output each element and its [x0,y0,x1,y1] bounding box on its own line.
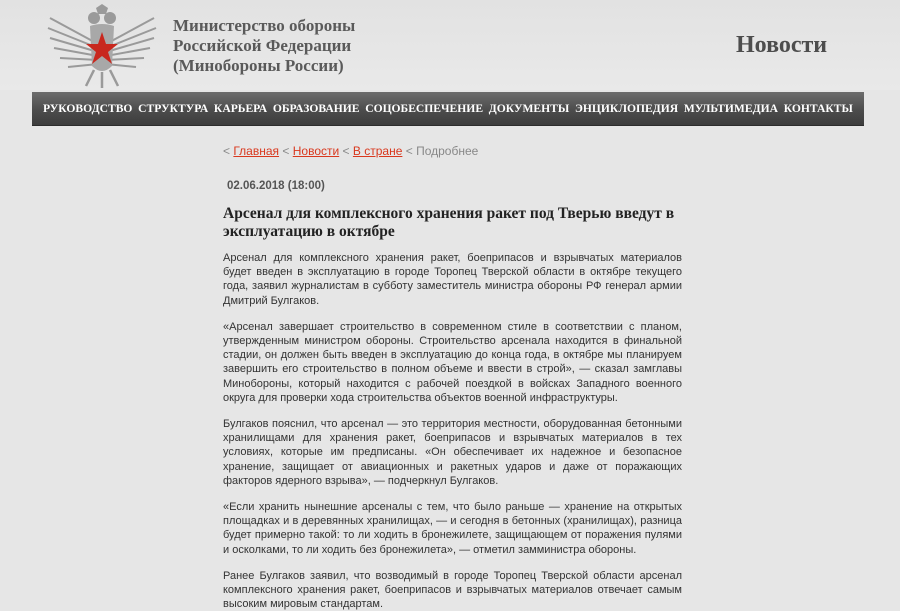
article-title: Арсенал для комплексного хранения ракет под Тверью введут в эксплуатацию в октябре [223,205,675,240]
nav-item-education[interactable]: ОБРАЗОВАНИЕ [272,102,360,115]
article-content [223,144,682,611]
ministry-name-line3: (Минобороны России) [173,56,344,75]
nav-item-contacts[interactable]: КОНТАКТЫ [783,102,853,115]
nav-item-documents[interactable]: ДОКУМЕНТЫ [488,102,570,115]
site-header [0,0,900,90]
nav-item-leadership[interactable]: РУКОВОДСТВО [43,102,133,115]
article-date: 02.06.2018 (18:00) [227,180,325,192]
ministry-name-line2: Российской Федерации [173,36,352,55]
breadcrumb-separator: < [405,144,413,158]
breadcrumb-current: Подробнее [416,144,479,158]
breadcrumb-home-link[interactable]: Главная [233,144,280,158]
breadcrumb-country-link[interactable]: В стране [352,144,403,158]
nav-item-social-security[interactable]: СОЦОБЕСПЕЧЕНИЕ [365,102,484,115]
main-nav [32,92,864,126]
ministry-name[interactable] [173,16,355,76]
nav-item-structure[interactable]: СТРУКТУРА [138,102,209,115]
section-title: Новости [736,32,828,58]
nav-item-encyclopedia[interactable]: ЭНЦИКЛОПЕДИЯ [575,102,679,115]
article-paragraph: Ранее Булгаков заявил, что возводимый в городе Торопец Тверской области арсенал комплексного хранения ракет, боеприпасов и взрывчатых материалов отвечает самым высоким мировым стандартам. [223,569,682,611]
breadcrumb-separator: < [223,144,231,158]
ministry-name-line1: Министерство обороны [173,16,356,35]
breadcrumb-separator: < [342,144,350,158]
article-paragraph: «Арсенал завершает строительство в современном стиле в соответствии с планом, утвержденным министром обороны. Строительство арсенала находится в финальной стадии, он должен быть введен в эксплуатацию до конца года, в октябре мы планируем завершить его строительство в полном объеме и ввести в строй», — сказал замглавы Минобороны, который находится с рабочей поездкой в войсках Западного военного округа для проверки хода строительства объектов военной инфраструктуры. [223,320,682,404]
article-paragraph: «Если хранить нынешние арсеналы с тем, что было раньше — хранение на открытых площадках и в деревянных хранилищах, — и сегодня в бетонных (хранилищах), разница будет примерно такой: то ли ходить в бронежилете, защищающем от поражения пулями и осколками, то ли ходить без бронежилета», — отметил замминистра обороны. [223,501,682,556]
eagle-emblem-icon[interactable] [46,4,158,88]
breadcrumb [223,144,682,158]
article-paragraph: Булгаков пояснил, что арсенал — это территория местности, оборудованная бетонными хранилищами для хранения ракет, боеприпасов и взрывчатых материалов в тех условиях, которые им предписаны. «Он обеспечивает их надежное и безопасное хранение, защищает от авиационных и ракетных ударов и даже от поражающих факторов ядерного взрыва», — подчеркнул Булгаков. [223,418,682,487]
breadcrumb-separator: < [282,144,290,158]
nav-item-multimedia[interactable]: МУЛЬТИМЕДИА [683,102,778,115]
nav-item-career[interactable]: КАРЬЕРА [213,102,268,115]
article-paragraph: Арсенал для комплексного хранения ракет, боеприпасов и взрывчатых материалов будет введен в эксплуатацию в городе Торопец Тверской области в октябре текущего года, заявил журналистам в субботу заместитель министра обороны РФ генерал армии Дмитрий Булгаков. [223,252,682,307]
breadcrumb-news-link[interactable]: Новости [292,144,340,158]
